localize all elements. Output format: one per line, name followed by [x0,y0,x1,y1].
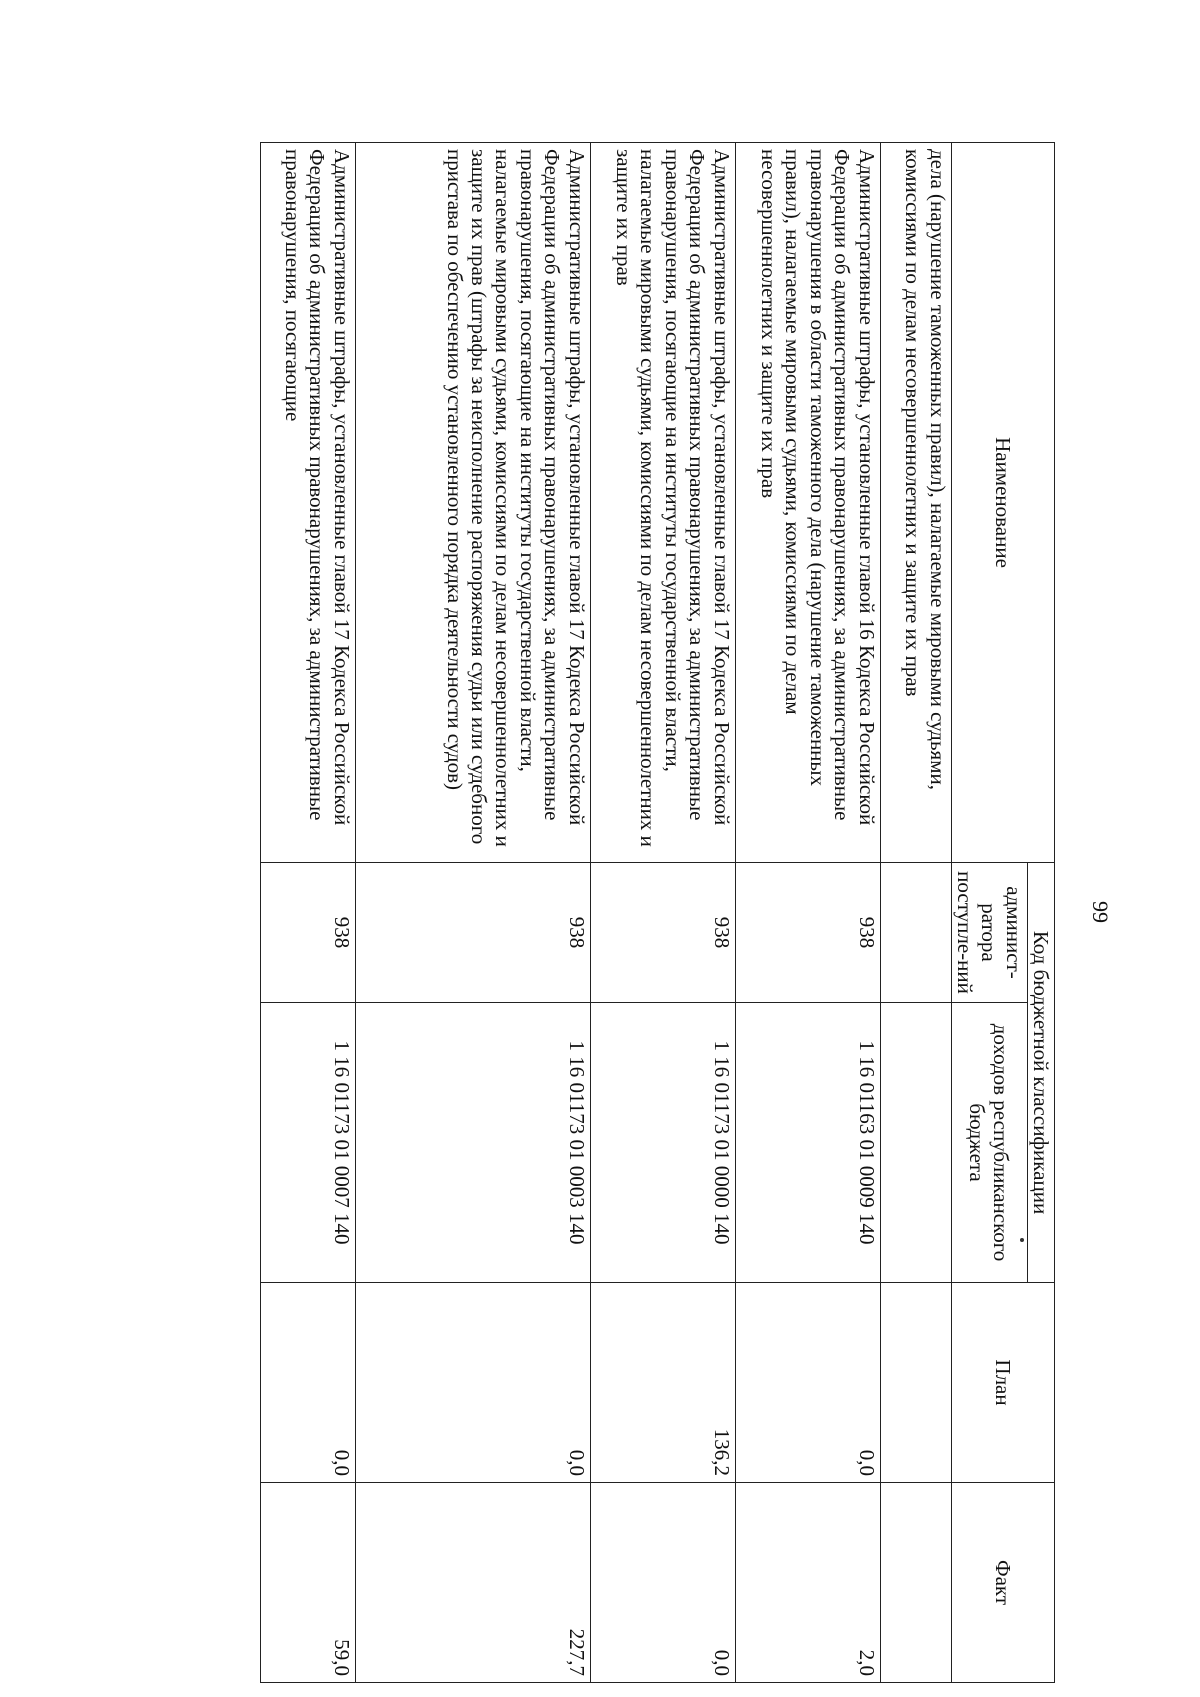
row-revenue-code: 1 16 01173 01 0003 140 [355,1003,590,1283]
header-fact: Факт [951,1483,1054,1683]
row-fact: 59,0 [260,1483,355,1683]
row-revenue-code: 1 16 01173 01 0000 140 [590,1003,735,1283]
row-name: Административные штрафы, установленные главой 17 Кодекса Российской Федерации об административных правонарушениях, за административные правонарушения, посягающие на институты государственной власти, налагаемые мировыми судьями, комиссиями по делам несовершеннолетних и защите их прав [590,143,735,863]
header-code-group: Код бюджетной классификации [1027,863,1054,1283]
header-administrator: админист-ратора поступле-ний [951,863,1027,1003]
row-admin-code: 938 [735,863,880,1003]
row-fact: 2,0 [735,1483,880,1683]
budget-table [260,142,1055,1683]
page-number: 99 [1088,901,1113,923]
rotated-content [140,142,1113,1682]
row-name: Административные штрафы, установленные главой 16 Кодекса Российской Федерации об административных правонарушениях, за административные правонарушения в области таможенного дела (нарушение таможенных правил), налагаемые мировыми судьями, комиссиями по делам несовершеннолетних и защите их прав [735,143,880,863]
row-revenue-code: 1 16 01163 01 0009 140 [735,1003,880,1283]
row-revenue-code [880,1003,951,1283]
table-row [735,143,880,1683]
row-admin-code: 938 [355,863,590,1003]
row-name: Административные штрафы, установленные главой 17 Кодекса Российской Федерации об административных правонарушениях, за административные правонарушения, посягающие [260,143,355,863]
row-admin-code: 938 [590,863,735,1003]
row-fact [880,1483,951,1683]
header-revenue: доходов республиканского бюджета [951,1003,1027,1283]
row-admin-code: 938 [260,863,355,1003]
row-name: дела (нарушение таможенных правил), налагаемые мировыми судьями, комиссиями по делам несовершеннолетних и защите их прав [880,143,951,863]
header-name: Наименование [951,143,1054,863]
row-plan: 0,0 [735,1283,880,1483]
row-plan: 0,0 [260,1283,355,1483]
row-fact: 227,7 [355,1483,590,1683]
table-row [260,143,355,1683]
row-plan: 136,2 [590,1283,735,1483]
row-name: Административные штрафы, установленные главой 17 Кодекса Российской Федерации об административных правонарушениях, за административные правонарушения, посягающие на институты государственной власти, налагаемые мировыми судьями, комиссиями по делам несовершеннолетних и защите их прав (штрафы за неисполнение распоряжения судьи или судебного пристава по обеспечению установленного порядка деятельности судов) [355,143,590,863]
row-fact: 0,0 [590,1483,735,1683]
row-plan: 0,0 [355,1283,590,1483]
table-row [355,143,590,1683]
table-row [880,143,951,1683]
row-plan [880,1283,951,1483]
header-plan: План [951,1283,1054,1483]
table-row [590,143,735,1683]
row-revenue-code: 1 16 01173 01 0007 140 [260,1003,355,1283]
row-admin-code [880,863,951,1003]
